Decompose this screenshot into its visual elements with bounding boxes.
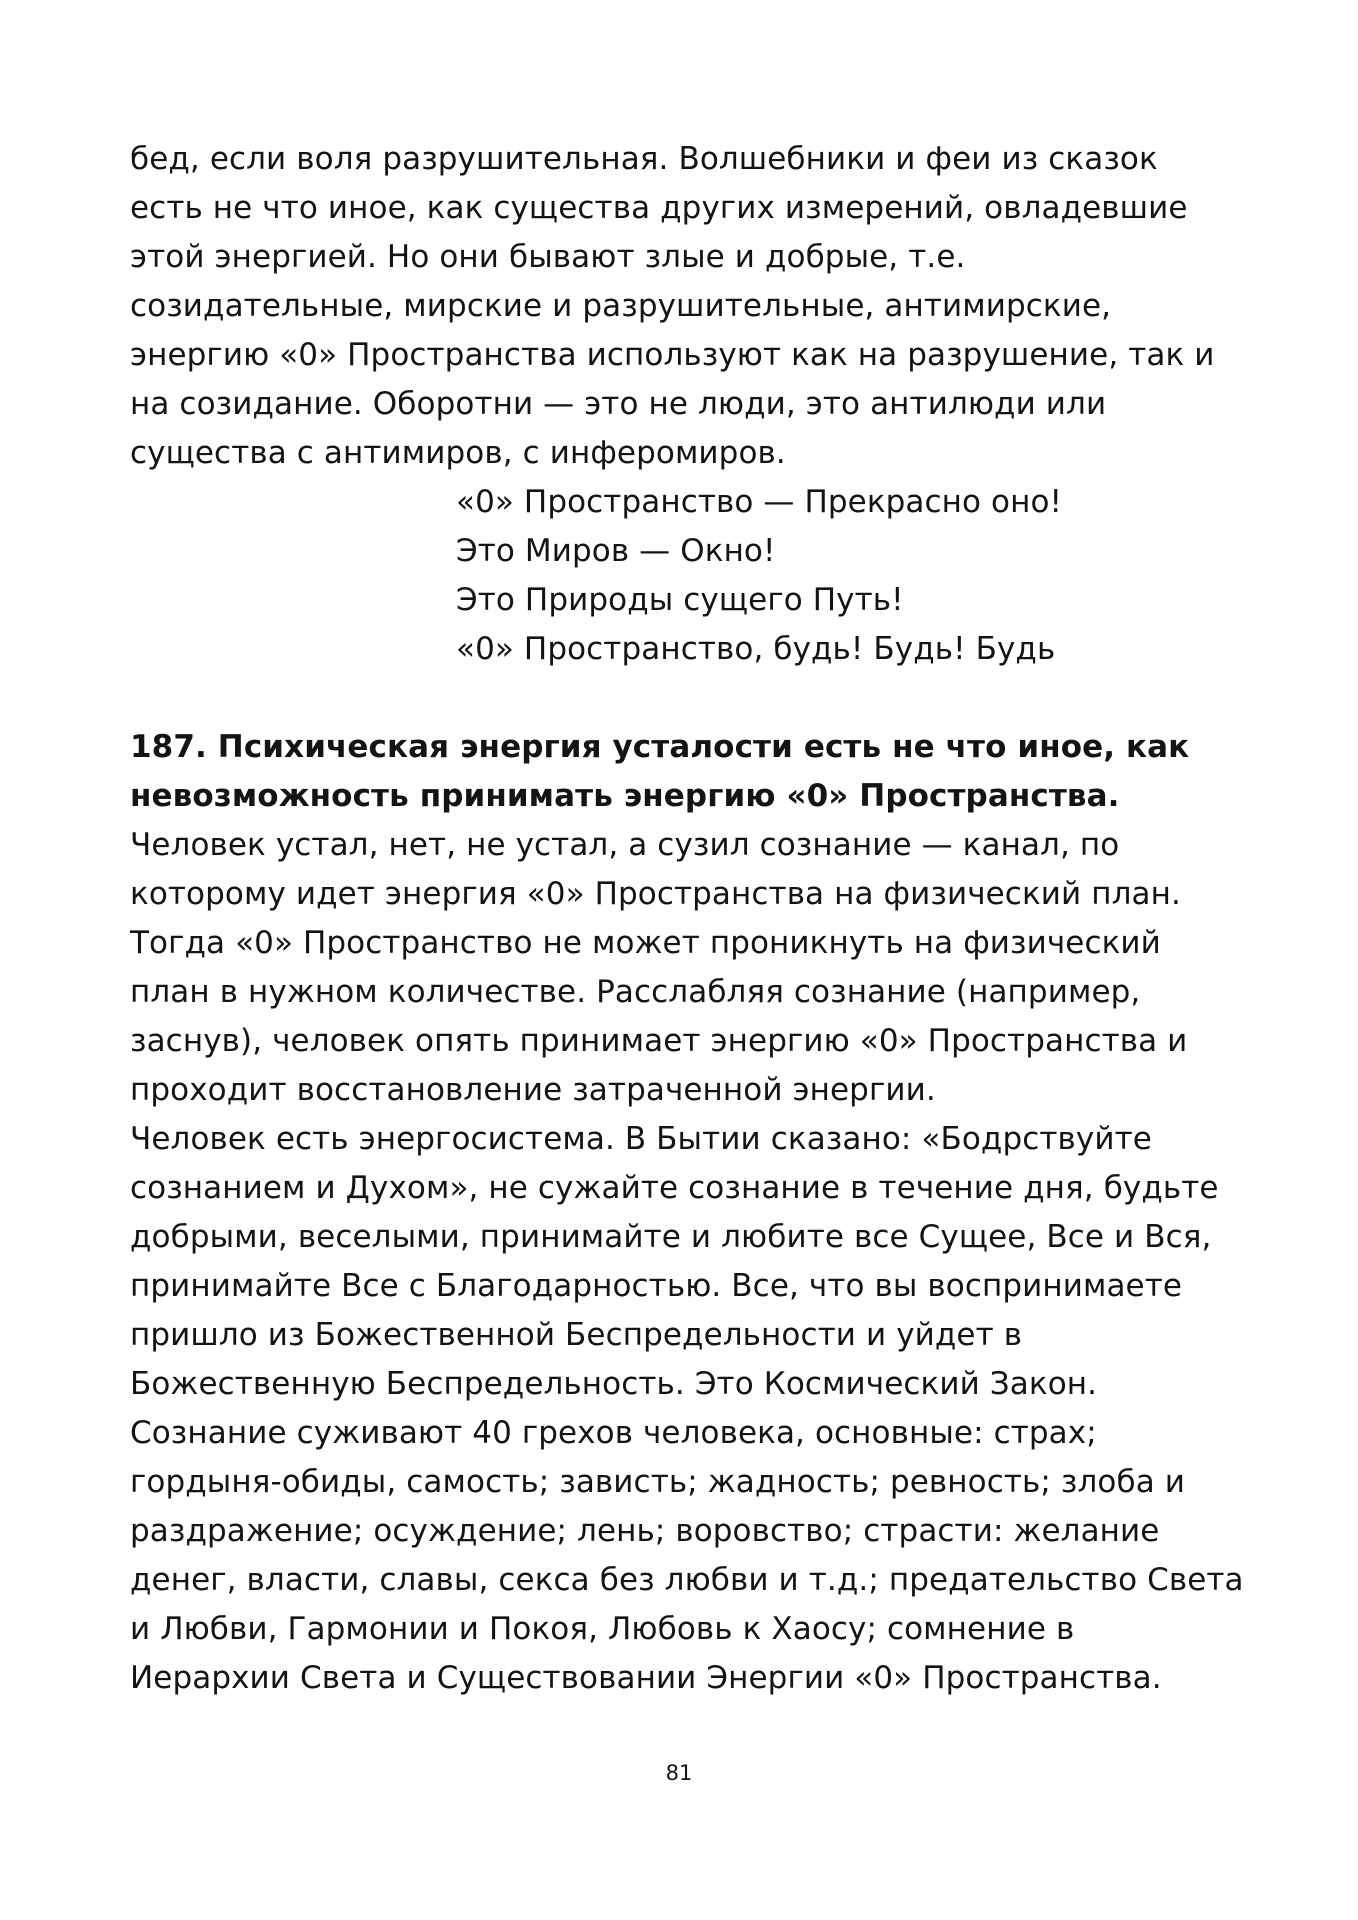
text-line: Человек есть энергосистема. В Бытии сказано: «Бодрствуйте <box>130 1121 1152 1157</box>
text-line: которому идет энергия «0» Пространства на физический план. <box>130 876 1181 912</box>
text-line: добрыми, веселыми, принимайте и любите все Сущее, Все и Вся, <box>130 1219 1212 1255</box>
text-line: Иерархии Света и Существовании Энергии «0» Пространства. <box>130 1660 1162 1696</box>
text-line: существа с антимиров, с инферомиров. <box>130 435 786 471</box>
text-line: есть не что иное, как существа других измерений, овладевшие <box>130 190 1188 226</box>
text-line: план в нужном количестве. Расслабляя сознание (например, <box>130 974 1141 1010</box>
poem-line: Это Миров — Окно! <box>456 533 776 569</box>
text-line: заснув), человек опять принимает энергию «0» Пространства и <box>130 1023 1188 1059</box>
poem-line: Это Природы сущего Путь! <box>456 582 904 618</box>
section-heading-line: 187. Психическая энергия усталости есть не что иное, как <box>130 729 1190 765</box>
text-line: раздражение; осуждение; лень; воровство; страсти: желание <box>130 1513 1160 1549</box>
text-line: на созидание. Оборотни — это не люди, это антилюди или <box>130 386 1107 422</box>
poem-line: «0» Пространство, будь! Будь! Будь <box>456 631 1056 667</box>
text-line: Божественную Беспредельность. Это Космический Закон. <box>130 1366 1098 1402</box>
text-line: денег, власти, славы, секса без любви и т.д.; предательство Света <box>130 1562 1244 1598</box>
text-line: Сознание суживают 40 грехов человека, основные: страх; <box>130 1415 1097 1451</box>
text-line: Тогда «0» Пространство не может проникнуть на физический <box>130 925 1161 961</box>
page-number: 81 <box>665 1761 693 1785</box>
text-line: этой энергией. Но они бывают злые и добрые, т.е. <box>130 239 966 275</box>
text-line: энергию «0» Пространства используют как на разрушение, так и <box>130 337 1215 373</box>
text-line: пришло из Божественной Беспредельности и уйдет в <box>130 1317 1023 1353</box>
section-heading-line: невозможность принимать энергию «0» Пространства. <box>130 778 1120 814</box>
text-line: гордыня-обиды, самость; зависть; жадность; ревность; злоба и <box>130 1464 1185 1500</box>
text-line: бед, если воля разрушительная. Волшебники и феи из сказок <box>130 141 1158 177</box>
text-line: проходит восстановление затраченной энергии. <box>130 1072 936 1108</box>
poem-line: «0» Пространство — Прекрасно оно! <box>456 484 1063 520</box>
text-line: принимайте Все с Благодарностью. Все, что вы воспринимаете <box>130 1268 1183 1304</box>
text-line: сознанием и Духом», не сужайте сознание в течение дня, будьте <box>130 1170 1219 1206</box>
text-line: Человек устал, нет, не устал, а сузил сознание — канал, по <box>130 827 1120 863</box>
text-line: и Любви, Гармонии и Покоя, Любовь к Хаосу; сомнение в <box>130 1611 1075 1647</box>
text-line: созидательные, мирские и разрушительные, антимирские, <box>130 288 1112 324</box>
